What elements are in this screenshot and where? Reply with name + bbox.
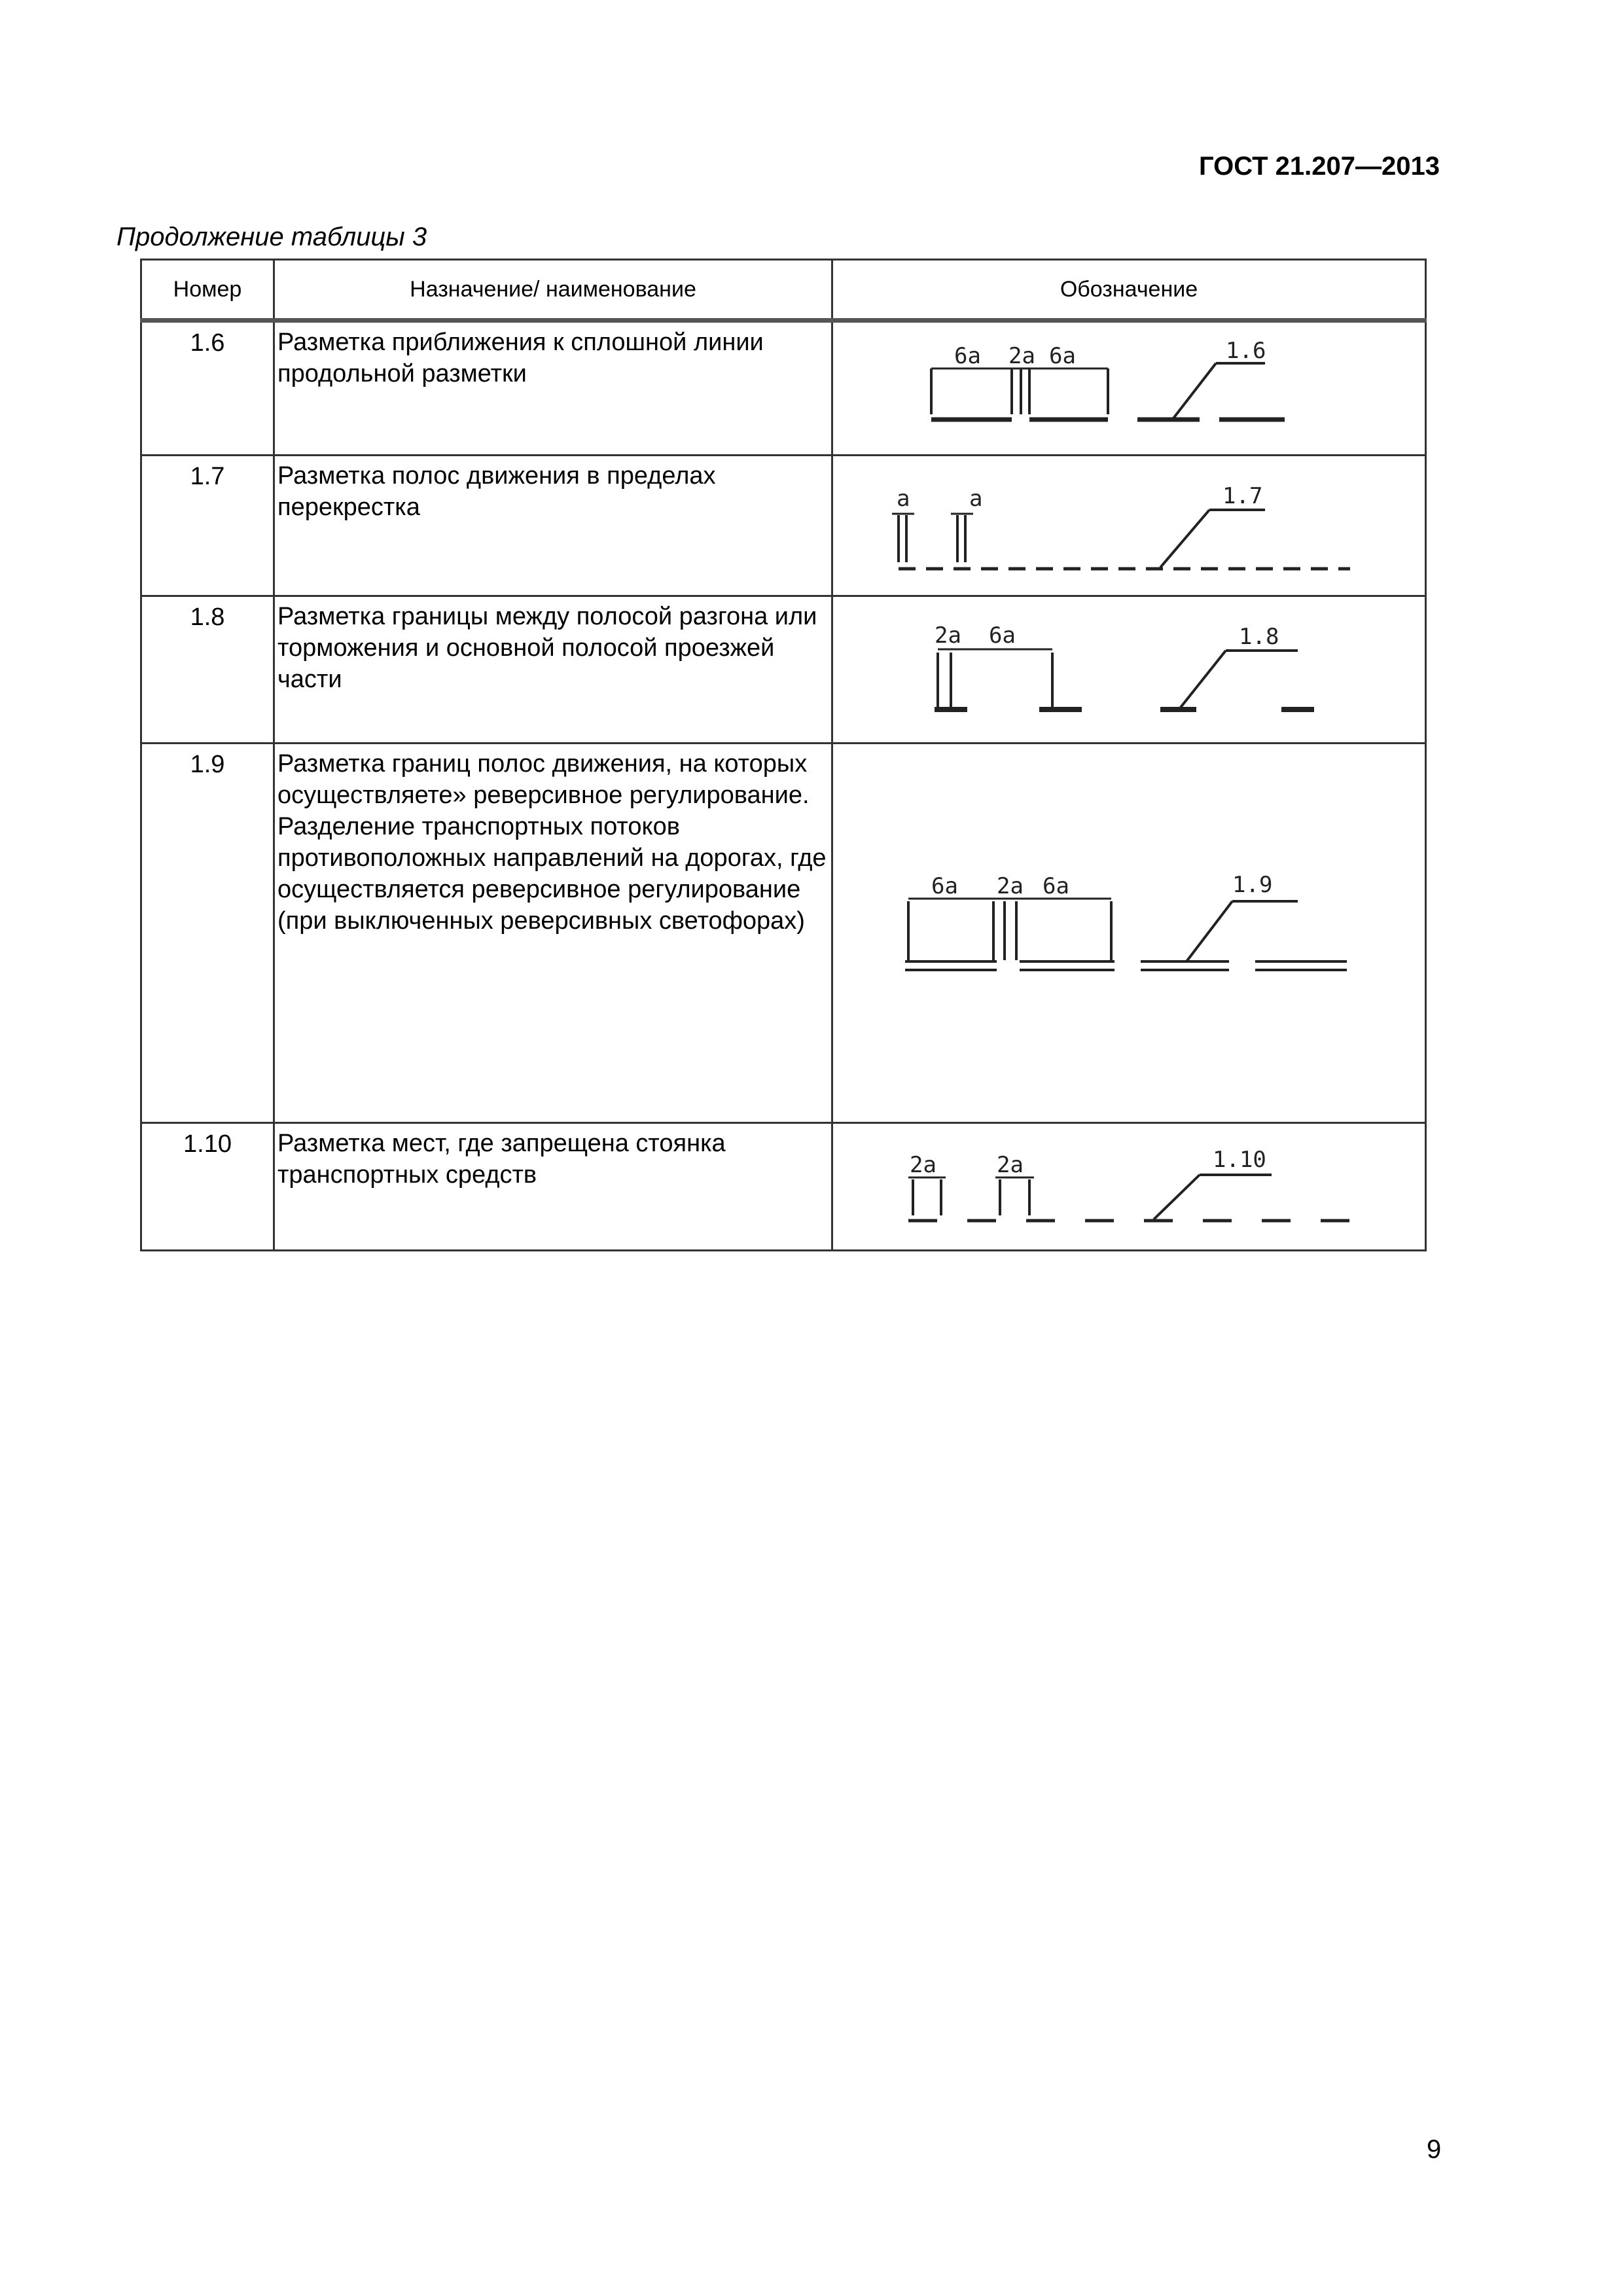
row-symbol — [832, 596, 1426, 744]
dimension-label: а — [969, 486, 983, 512]
row-description: Разметка границы между полосой разгона или торможения и основной полосой проезжей части — [274, 596, 832, 744]
row-number: 1.10 — [141, 1123, 274, 1251]
document-code: ГОСТ 21.207—2013 — [1198, 152, 1440, 181]
dimension-label: а — [897, 486, 910, 512]
marking-1-10-drawing — [833, 1124, 1422, 1248]
column-header-purpose: Назначение/ наименование — [274, 260, 832, 321]
table-row — [141, 744, 1426, 1123]
marking-code: 1.9 — [1232, 872, 1273, 898]
marking-1-9-drawing — [833, 744, 1422, 1121]
marking-code: 1.7 — [1222, 483, 1263, 509]
page-number: 9 — [1427, 2135, 1442, 2164]
row-description: Разметка границ полос движения, на которых осуществляете» реверсивное регулирование. Разделение транспортных потоков противоположных направлений на дорогах, где осуществляется реверсивное регулирование (при выключенных реверсивных светофорах) — [274, 744, 832, 1123]
dimension-label: 2а — [935, 622, 961, 649]
dimension-label: 2а — [910, 1152, 936, 1178]
row-number: 1.6 — [141, 321, 274, 456]
table-caption: Продолжение таблицы 3 — [116, 223, 427, 251]
row-number: 1.9 — [141, 744, 274, 1123]
marking-1-8-drawing — [833, 597, 1422, 741]
dimension-label: 6а — [1043, 873, 1069, 899]
markings-table — [140, 259, 1427, 1251]
dimension-label: 6а — [1049, 343, 1076, 369]
row-symbol — [832, 744, 1426, 1123]
table-row — [141, 321, 1426, 456]
dimension-label: 2а — [997, 873, 1024, 899]
dimension-label: 6а — [954, 343, 981, 369]
dimension-label: 2а — [1008, 343, 1035, 369]
marking-code: 1.10 — [1213, 1147, 1266, 1173]
table-row — [141, 596, 1426, 744]
row-number: 1.7 — [141, 456, 274, 596]
row-symbol — [832, 1123, 1426, 1251]
row-description: Разметка полос движения в пределах перекрестка — [274, 456, 832, 596]
dimension-label: 6а — [931, 873, 958, 899]
marking-1-7-drawing — [833, 456, 1422, 594]
column-header-number: Номер — [141, 260, 274, 321]
marking-code: 1.8 — [1239, 624, 1279, 650]
table-header-row — [141, 260, 1426, 321]
row-number: 1.8 — [141, 596, 274, 744]
row-description: Разметка приближения к сплошной линии продольной разметки — [274, 321, 832, 456]
row-symbol — [832, 321, 1426, 456]
row-symbol — [832, 456, 1426, 596]
dimension-label: 6а — [989, 622, 1016, 649]
table-row — [141, 456, 1426, 596]
marking-code: 1.6 — [1226, 338, 1266, 364]
row-description: Разметка мест, где запрещена стоянка транспортных средств — [274, 1123, 832, 1251]
marking-1-6-drawing — [833, 323, 1422, 454]
column-header-symbol: Обозначение — [832, 260, 1426, 321]
table-row — [141, 1123, 1426, 1251]
dimension-label: 2а — [997, 1152, 1024, 1178]
